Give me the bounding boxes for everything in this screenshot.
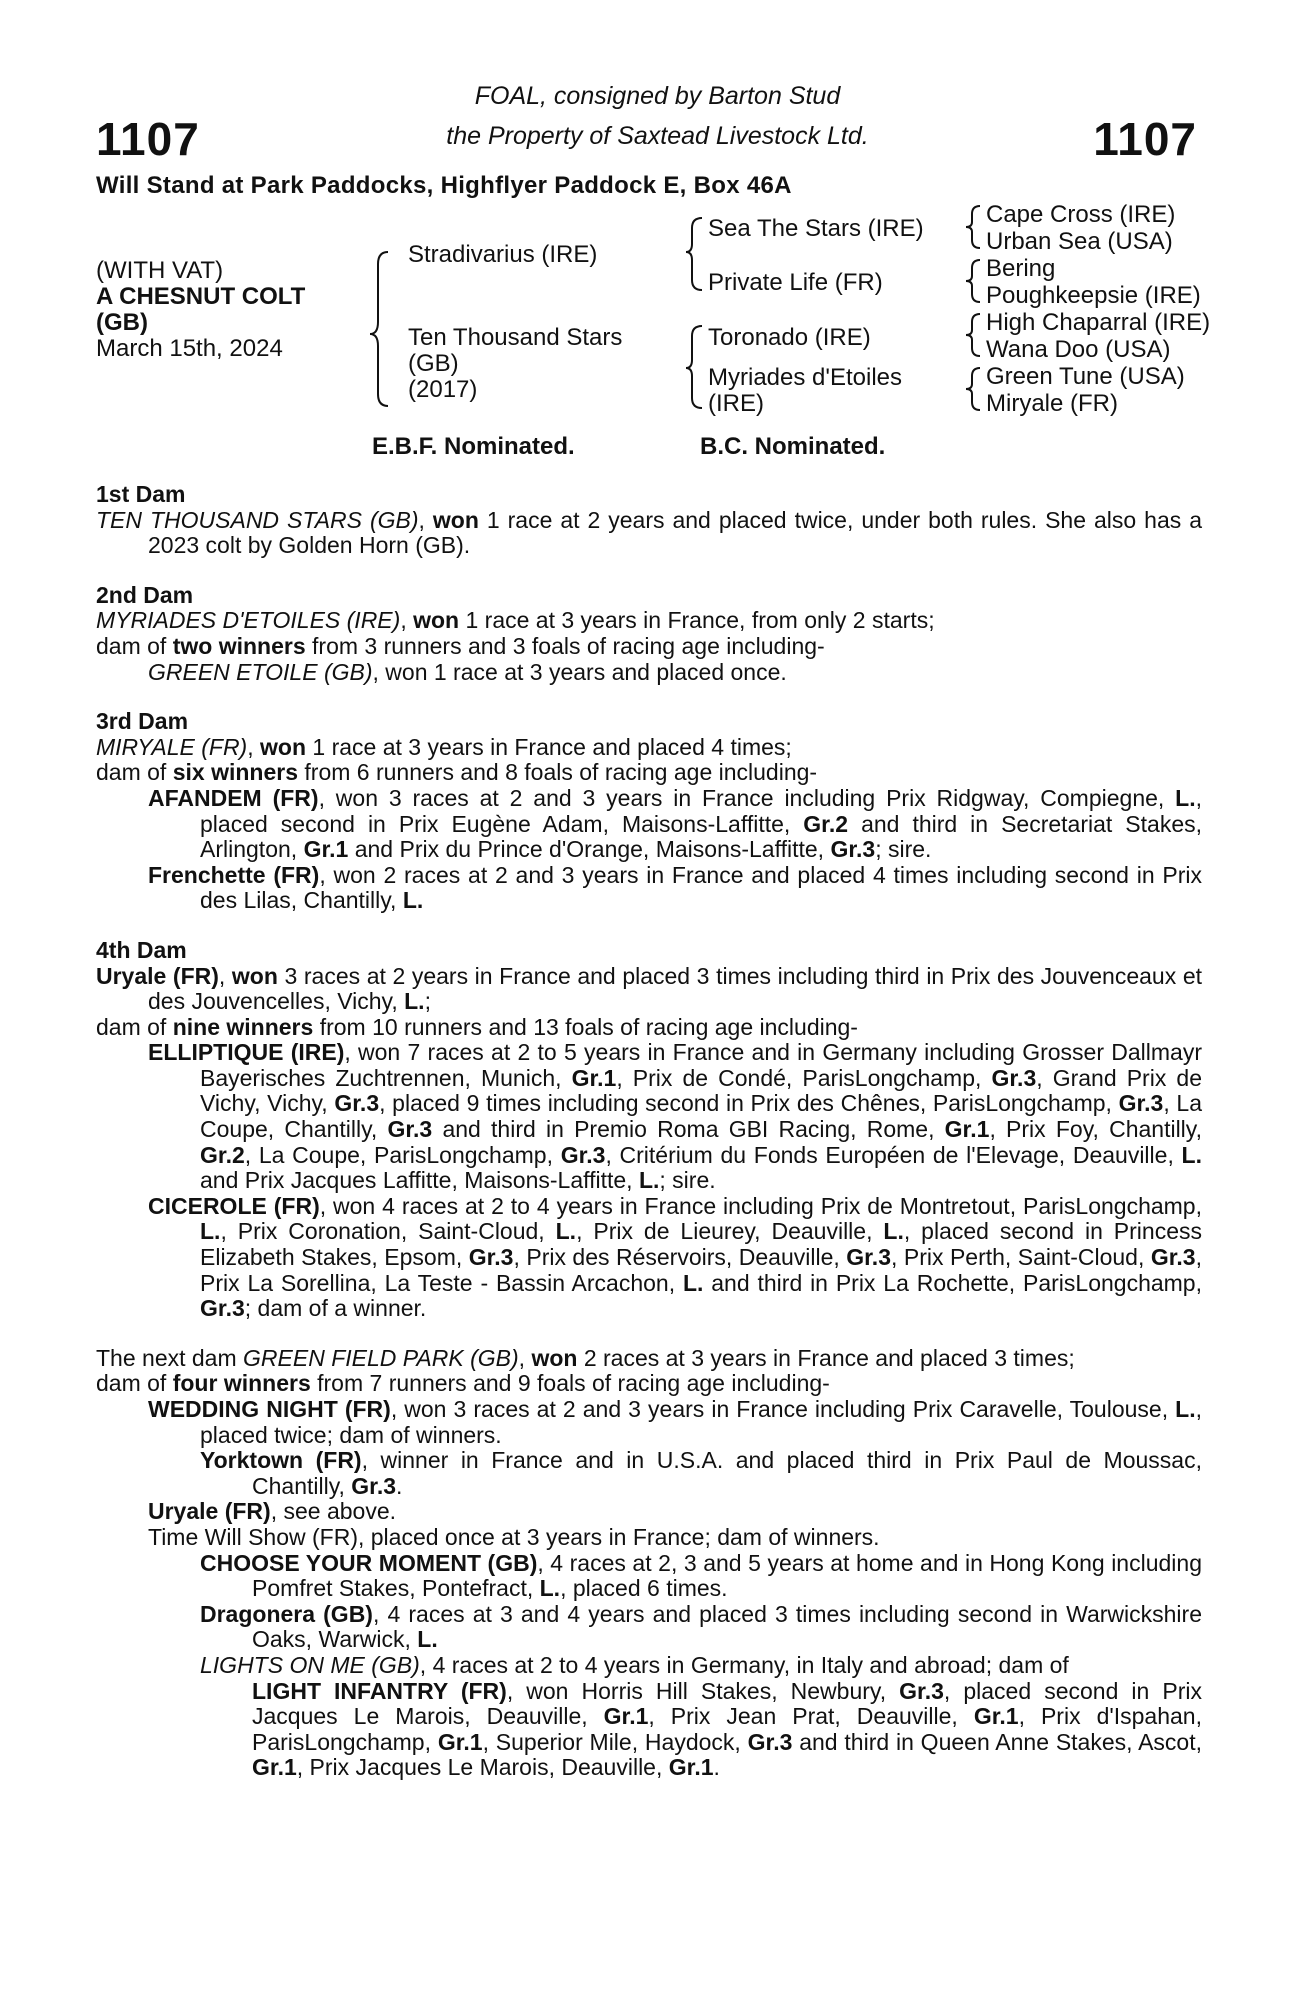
foal-name: A CHESNUT COLT: [96, 283, 306, 310]
dam3-text: 1 race at 3 years in France and placed 4 times;: [306, 733, 792, 760]
wedding-night-text-1: , won 3 races at 2 and 3 years in France including Prix Caravelle, Toulouse,: [390, 1396, 1176, 1422]
cym-name: CHOOSE YOUR MOMENT (GB): [200, 1549, 538, 1576]
dam1-text: 1 race at 2 years and placed twice, under both rules. She also has a 2023 colt by Golden Horn (GB).: [148, 506, 1203, 559]
cicerole-grade-3: L.: [883, 1218, 904, 1245]
dam-name: [408, 325, 622, 403]
cicerole-grade-4: Gr.3: [468, 1244, 514, 1271]
elliptique-grade-9: L.: [1181, 1141, 1202, 1168]
yorktown-grade-1: Gr.3: [351, 1472, 397, 1499]
dam5-progeny-yorktown: [96, 1448, 1202, 1499]
main-brace: [370, 252, 388, 406]
dam4-progeny-cicerole: [96, 1194, 1202, 1322]
afandem-name: AFANDEM (FR): [148, 784, 319, 811]
dam3-dam-of-a: dam of: [96, 759, 173, 786]
dam-dam: [708, 365, 902, 417]
dam-name-line1: Ten Thousand Stars: [408, 324, 623, 351]
elliptique-text-7: , Prix Foy, Chantilly,: [989, 1116, 1202, 1143]
dam-dam-line2: (IRE): [708, 390, 764, 417]
dam2-record: MYRIADES D'ETOILES (IRE), won 1 race at 3 years in France, from only 2 starts;: [96, 607, 935, 634]
elliptique-text-5: , La Coupe, Chantilly,: [200, 1090, 1202, 1143]
dam3-progeny-frenchette: [96, 863, 1202, 914]
elliptique-grade-8: Gr.3: [560, 1141, 606, 1168]
dam4-winners-count: nine winners: [172, 1013, 314, 1040]
dam5-winners-count: four winners: [172, 1370, 311, 1397]
cicerole-text-9: ; dam of a winner.: [244, 1295, 427, 1322]
elliptique-grade-10: L.: [638, 1167, 660, 1194]
dam5-dam-of: [96, 1371, 1202, 1397]
dam5-progeny-time-will-show: Time Will Show (FR), placed once at 3 years in France; dam of winners.: [148, 1523, 880, 1550]
gen3-dsd: Wana Doo (USA): [986, 336, 1171, 363]
lights-on-me-name: LIGHTS ON ME (GB): [200, 1651, 420, 1678]
cym-text-2: , placed 6 times.: [560, 1575, 728, 1602]
light-infantry-grade-5: Gr.3: [747, 1728, 793, 1755]
dam3-dam-of: [96, 760, 1202, 786]
ss-brace: [966, 206, 980, 248]
cicerole-grade-1: L.: [200, 1218, 221, 1245]
catalogue-body: [96, 482, 1202, 1781]
dam2-progeny: [96, 660, 1202, 686]
dam-dam-line1: Myriades d'Etoiles: [708, 364, 902, 391]
elliptique-text-10: and Prix Jacques Laffitte, Maisons-Laffitte,: [200, 1167, 639, 1194]
property-line: the Property of Saxtead Livestock Ltd.: [446, 122, 869, 150]
cym-text-1: , 4 races at 2, 3 and 5 years at home and in Hong Kong including Pomfret Stakes, Pontefract,: [252, 1549, 1202, 1602]
cicerole-text-4: , placed second in Princess Elizabeth Stakes, Epsom,: [200, 1218, 1202, 1271]
lot-number-right: 1107: [1093, 113, 1197, 165]
dam2-dam-of-a: dam of: [96, 632, 173, 659]
dam2-dam-of-c: from 3 runners and 3 foals of racing age including-: [305, 632, 825, 659]
light-infantry-name: LIGHT INFANTRY (FR): [252, 1677, 507, 1704]
ebf-nominated: E.B.F. Nominated.: [372, 433, 575, 460]
afandem-grade-3: Gr.1: [303, 836, 349, 863]
dam2-winners-count: two winners: [172, 632, 306, 659]
wedding-night-grade-1: L.: [1175, 1396, 1196, 1422]
uryale-text-1: , see above.: [270, 1498, 397, 1525]
dam4-dam-of-a: dam of: [96, 1013, 173, 1040]
gen3-ssd: Urban Sea (USA): [986, 228, 1173, 255]
elliptique-text-11: ; sire.: [659, 1167, 716, 1194]
dam1-won: won: [432, 506, 479, 533]
lights-on-me-text-1: , 4 races at 2 to 4 years in Germany, in Italy and abroad; dam of: [419, 1651, 1069, 1678]
elliptique-grade-4: Gr.3: [1118, 1090, 1164, 1117]
dd-brace: [966, 368, 980, 410]
lot-number-left: 1107: [96, 113, 200, 165]
cicerole-grade-2: L.: [555, 1218, 577, 1245]
cicerole-grade-7: L.: [682, 1269, 704, 1296]
cicerole-text-3: , Prix de Lieurey, Deauville,: [576, 1218, 884, 1245]
dam5-intro: The next dam: [96, 1344, 244, 1371]
sd-brace: [966, 260, 980, 302]
dam2-title: 2nd Dam: [96, 581, 194, 608]
elliptique-grade-3: Gr.3: [334, 1090, 380, 1117]
dam4-dam-of-c: from 10 runners and 13 foals of racing age including-: [313, 1013, 858, 1040]
yorktown-text-2: .: [396, 1472, 403, 1499]
dam2-won: won: [413, 607, 460, 634]
dam-brace: [686, 326, 702, 408]
consignor-line: FOAL, consigned by Barton Stud: [474, 82, 841, 110]
dam2-progeny-text: , won 1 race at 3 years and placed once.: [372, 658, 787, 685]
light-infantry-grade-4: Gr.1: [437, 1728, 483, 1755]
afandem-text-3: and third in Secretariat Stakes, Arlington,: [200, 810, 1203, 863]
dam1-title: 1st Dam: [96, 481, 186, 507]
dam5-record: The next dam GREEN FIELD PARK (GB), won 2 races at 3 years in France and placed 3 times;: [96, 1344, 1075, 1371]
dam5-won: won: [531, 1344, 578, 1371]
cicerole-text-2: , Prix Coronation, Saint-Cloud,: [220, 1218, 556, 1245]
gen3-sds: Bering: [986, 255, 1056, 282]
dam3-dam-of-c: from 6 runners and 8 foals of racing age including-: [298, 759, 818, 786]
dragonera-name: Dragonera (GB): [200, 1600, 373, 1627]
cym-grade-1: L.: [539, 1575, 561, 1602]
light-infantry-grade-3: Gr.1: [973, 1703, 1019, 1730]
dam5-dam-of-a: dam of: [96, 1370, 173, 1397]
dam5-progeny-dragonera: [96, 1602, 1202, 1653]
bc-nominated: B.C. Nominated.: [700, 433, 886, 460]
elliptique-text-1: , won 7 races at 2 to 5 years in France and in Germany including Grosser Dallmayr Bayerisches Zuchtrennen, Munich,: [200, 1039, 1203, 1091]
afandem-text-4: and Prix du Prince d'Orange, Maisons-Laffitte,: [348, 836, 831, 863]
yorktown-text-1: , winner in France and in U.S.A. and placed third in Prix Paul de Moussac, Chantilly,: [252, 1447, 1202, 1499]
sire-dam: Private Life (FR): [708, 269, 883, 296]
foal-country: (GB): [96, 309, 148, 336]
gen3-sdd: Poughkeepsie (IRE): [986, 282, 1201, 309]
uryale-name: Uryale (FR): [148, 1498, 271, 1525]
cicerole-text-1: , won 4 races at 2 to 4 years in France including Prix de Montretout, ParisLongchamp,: [319, 1192, 1202, 1219]
dam3-progeny-afandem: [96, 786, 1202, 863]
dam-sire: Toronado (IRE): [708, 324, 871, 351]
dam2-text: 1 race at 3 years in France, from only 2 starts;: [459, 607, 935, 634]
cicerole-text-6: , Prix Perth, Saint-Cloud,: [891, 1244, 1151, 1271]
elliptique-grade-5: Gr.3: [387, 1116, 433, 1143]
cicerole-name: CICEROLE (FR): [148, 1192, 320, 1219]
vat-label: (WITH VAT): [96, 257, 224, 284]
dam4-won: won: [231, 962, 278, 989]
cicerole-grade-8: Gr.3: [200, 1295, 245, 1322]
light-infantry-grade-1: Gr.3: [899, 1677, 944, 1704]
light-infantry-text-7: , Prix Jacques Le Marois, Deauville,: [296, 1754, 669, 1781]
dam3-title: 3rd Dam: [96, 708, 189, 735]
dam4-dam-of: [96, 1015, 1202, 1041]
elliptique-grade-7: Gr.2: [200, 1141, 245, 1168]
light-infantry-grade-7: Gr.1: [668, 1754, 714, 1781]
elliptique-text-8: , La Coupe, ParisLongchamp,: [244, 1141, 561, 1168]
dam5-progeny-choose-your-moment: [96, 1551, 1202, 1602]
frenchette-grade-1: L.: [402, 887, 424, 914]
dam2-dam-of: [96, 634, 1202, 660]
frenchette-name: Frenchette (FR): [148, 861, 320, 888]
dam4-name: Uryale (FR): [96, 962, 219, 989]
sire-brace: [686, 218, 702, 290]
light-infantry-text-8: .: [713, 1754, 720, 1781]
dam-name-line2: (GB): [408, 350, 459, 377]
elliptique-name: ELLIPTIQUE (IRE): [148, 1039, 345, 1066]
dam4-grade-1: L.: [404, 988, 425, 1015]
dam5-progeny-wedding-night: [96, 1397, 1202, 1448]
stand-location: Will Stand at Park Paddocks, Highflyer Paddock E, Box 46A: [96, 172, 792, 199]
dam1-record: TEN THOUSAND STARS (GB), won 1 race at 2 years and placed twice, under both rules. She also has a 2023 colt by Golden Horn (GB).: [96, 506, 1203, 559]
dragonera-grade-1: L.: [417, 1626, 438, 1653]
sire-sire: Sea The Stars (IRE): [708, 215, 924, 242]
light-infantry-text-1: , won Horris Hill Stakes, Newbury,: [506, 1677, 900, 1704]
dam4-text-1: 3 races at 2 years in France and placed 3 times including third in Prix des Jouvenceaux et des Jouvencelles, Vichy,: [148, 962, 1202, 1015]
afandem-grade-1: L.: [1175, 784, 1196, 811]
dam5-text: 2 races at 3 years in France and placed 3 times;: [577, 1344, 1075, 1371]
dragonera-text-1: , 4 races at 3 and 4 years and placed 3 times including second in Warwickshire Oaks, Warwick,: [252, 1600, 1202, 1653]
light-infantry-grade-6: Gr.1: [252, 1754, 297, 1781]
elliptique-text-4: , placed 9 times including second in Prix des Chênes, ParisLongchamp,: [379, 1090, 1119, 1117]
cicerole-text-5: , Prix des Réservoirs, Deauville,: [513, 1244, 847, 1271]
light-infantry-text-6: and third in Queen Anne Stakes, Ascot,: [792, 1728, 1202, 1755]
elliptique-text-6: and third in Premio Roma GBI Racing, Rome,: [432, 1116, 945, 1143]
afandem-grade-4: Gr.3: [830, 836, 876, 863]
light-infantry-grade-2: Gr.1: [603, 1703, 649, 1730]
afandem-text-1: , won 3 races at 2 and 3 years in France including Prix Ridgway, Compiegne,: [318, 784, 1176, 811]
gen3-sss: Cape Cross (IRE): [986, 201, 1176, 228]
afandem-text-2: , placed second in Prix Eugène Adam, Maisons-Laffitte,: [200, 784, 1203, 837]
frenchette-text-1: , won 2 races at 2 and 3 years in France and placed 4 times including second in Prix des Lilas, Chantilly,: [200, 861, 1202, 914]
gen3-ddd: Miryale (FR): [986, 390, 1118, 417]
wedding-night-text-2: , placed twice; dam of winners.: [200, 1396, 1202, 1448]
afandem-grade-2: Gr.2: [803, 810, 849, 837]
elliptique-text-9: , Critérium du Fonds Européen de l'Elevage, Deauville,: [605, 1141, 1182, 1168]
afandem-text-5: ; sire.: [875, 836, 932, 863]
wedding-night-name: WEDDING NIGHT (FR): [148, 1396, 391, 1422]
dam5-progeny-lights-on-me: [96, 1653, 1202, 1679]
foal-dob: March 15th, 2024: [96, 335, 283, 362]
dam2-name: MYRIADES D'ETOILES (IRE): [96, 607, 401, 634]
light-infantry-text-4: , Prix d'Ispahan, ParisLongchamp,: [252, 1703, 1202, 1755]
elliptique-grade-1: Gr.1: [571, 1064, 617, 1091]
dam5-progeny-uryale: [96, 1499, 1202, 1525]
elliptique-text-3: , Grand Prix de Vichy, Vichy,: [200, 1064, 1202, 1117]
dam-year: (2017): [408, 376, 478, 403]
sire-name: Stradivarius (IRE): [408, 241, 598, 268]
dam3-winners-count: six winners: [172, 759, 298, 786]
light-infantry-text-5: , Superior Mile, Haydock,: [482, 1728, 748, 1755]
dam3-won: won: [260, 733, 306, 760]
light-infantry-text-3: , Prix Jean Prat, Deauville,: [648, 1703, 974, 1730]
dam5-progeny-light-infantry: [96, 1679, 1202, 1781]
dam4-text-2: ;: [424, 988, 431, 1015]
ds-brace: [966, 314, 980, 356]
dam5-dam-of-c: from 7 runners and 9 foals of racing age including-: [310, 1370, 830, 1397]
yorktown-name: Yorktown (FR): [200, 1447, 362, 1474]
cicerole-text-8: and third in Prix La Rochette, ParisLongchamp,: [703, 1269, 1202, 1296]
elliptique-text-2: , Prix de Condé, ParisLongchamp,: [616, 1064, 992, 1091]
gen3-dds: Green Tune (USA): [986, 363, 1185, 390]
elliptique-grade-6: Gr.1: [944, 1116, 990, 1143]
dam4-title: 4th Dam: [96, 936, 187, 963]
dam2-progeny-name: GREEN ETOILE (GB): [148, 658, 373, 685]
dam5-name: GREEN FIELD PARK (GB): [243, 1344, 519, 1371]
light-infantry-text-2: , placed second in Prix Jacques Le Marois, Deauville,: [252, 1677, 1202, 1730]
gen3-dss: High Chaparral (IRE): [986, 309, 1211, 336]
dam1-name: TEN THOUSAND STARS (GB): [96, 506, 419, 533]
dam3-record: MIRYALE (FR), won 1 race at 3 years in France and placed 4 times;: [96, 733, 792, 760]
cicerole-grade-5: Gr.3: [846, 1244, 891, 1271]
elliptique-grade-2: Gr.3: [991, 1064, 1037, 1091]
cicerole-grade-6: Gr.3: [1150, 1244, 1196, 1271]
cicerole-text-7: , Prix La Sorellina, La Teste - Bassin Arcachon,: [200, 1244, 1202, 1296]
dam3-name: MIRYALE (FR): [96, 733, 248, 760]
dam4-progeny-elliptique: [96, 1040, 1202, 1194]
dam4-record: Uryale (FR), won 3 races at 2 years in France and placed 3 times including third in Prix des Jouvenceaux et des Jouvencelles, Vichy, L.;: [96, 962, 1202, 1015]
